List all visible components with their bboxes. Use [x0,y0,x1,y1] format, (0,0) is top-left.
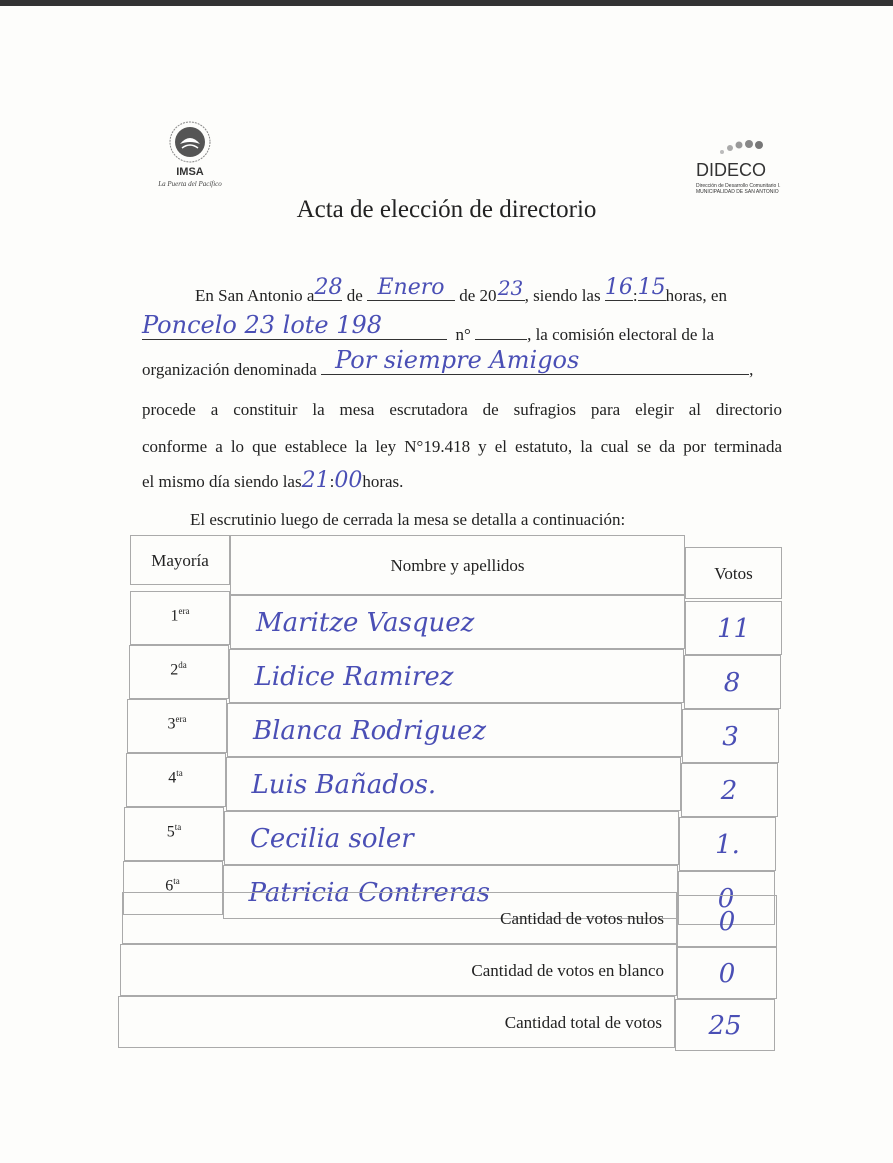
rank-cell [130,591,230,645]
rank-suffix: ta [176,768,183,778]
document-title: Acta de elección de directorio [296,196,597,223]
text-segment: horas. [362,472,404,491]
results-table [120,535,785,1050]
intro-line-1 [195,275,782,306]
blank-votes-label: Cantidad de votos en blanco [120,944,677,996]
header-name: Nombre y apellidos [230,535,685,595]
candidate-votes: 8 [684,655,781,709]
intro-line-5: conforme a lo que establece la ley N°19.418 y el estatuto, la cual se da por terminada [142,437,782,456]
scan-border [0,0,893,6]
rank-suffix: era [175,714,187,724]
text-segment: de [346,286,363,305]
candidate-votes: 3 [682,709,779,763]
rank-suffix: era [178,606,190,616]
imsa-logo [140,120,240,195]
rank-suffix: da [178,660,187,670]
text-segment: el mismo día siendo las [142,472,302,491]
candidate-votes: 1. [679,817,776,871]
total-votes-label: Cantidad total de votos [118,996,675,1048]
candidate-name: Cecilia soler [224,811,679,865]
text-segment: : [329,472,335,491]
rank-number: 2 [170,661,179,679]
day-field [314,275,343,301]
place-field [142,311,447,340]
rank-number: 1 [170,607,179,625]
end-minute-value: 00 [334,468,363,493]
imsa-emblem-icon [168,120,212,164]
minute-field [637,275,666,301]
number-field [475,321,527,340]
text-segment: n° [455,325,471,344]
total-votes-value: 25 [675,999,775,1051]
minute-value: 15 [637,275,666,300]
intro-line-2 [142,311,782,345]
rank-number: 3 [167,715,176,733]
dideco-logo-text: DIDECO [696,160,767,180]
dideco-dots-icon [718,138,768,156]
text-segment: : [632,286,638,305]
candidate-name: Patricia Contreras [223,865,678,919]
end-hour-value: 21 [301,468,330,493]
text-segment: horas, en [665,286,727,305]
text-segment: , [749,360,754,379]
org-field [321,346,749,375]
header-rank: Mayoría [130,535,230,585]
rank-suffix: ta [174,822,182,832]
candidate-votes: 2 [681,763,778,817]
month-field [367,275,455,301]
day-value: 28 [314,275,343,300]
rank-number: 4 [168,769,177,787]
org-value: Por siempre Amigos [335,346,580,374]
rank-number: 6 [165,877,174,895]
intro-line-7: El escrutinio luego de cerrada la mesa se detalla a continuación: [190,510,626,529]
blank-votes-value: 0 [677,947,777,999]
candidate-votes: 0 [678,871,775,925]
intro-line-4: procede a constituir la mesa escrutadora de sufragios para elegir al directorio [142,400,782,419]
null-votes-label: Cantidad de votos nulos [122,892,677,944]
candidate-votes: 11 [685,601,782,655]
rank-suffix: ta [173,876,180,886]
header-votes: Votos [685,547,782,599]
null-votes-value: 0 [677,895,777,947]
dideco-subtitle: Dirección de Desarrollo Comunitario I. MUNICIPALIDAD DE SAN ANTONIO [696,183,781,195]
intro-line-3 [142,346,782,380]
rank-cell [129,645,229,699]
rank-number: 5 [166,823,175,841]
rank-cell [126,753,226,807]
hour-value: 16 [604,275,633,300]
text-segment: , siendo las [524,286,601,305]
hour-field [604,275,633,301]
candidate-name: Blanca Rodriguez [227,703,682,757]
imsa-logo-text: IMSA [176,166,204,178]
year-value: 23 [497,276,524,300]
candidate-name: Luis Bañados. [226,757,681,811]
dideco-logo [696,138,786,198]
text-segment: de 20 [459,286,497,305]
intro-line-6 [142,468,782,493]
rank-cell [127,699,227,753]
text-segment: , la comisión electoral de la [527,325,714,344]
year-field [497,276,525,301]
rank-cell [124,807,224,861]
imsa-tagline: La Puerta del Pacífico [158,180,222,188]
text-segment: organización denominada [142,360,317,379]
month-value: Enero [377,275,445,300]
text-segment: En San Antonio a [195,286,315,305]
place-value: Poncelo 23 lote 198 [142,311,383,339]
candidate-name: Maritze Vasquez [230,595,685,649]
candidate-name: Lidice Ramirez [229,649,684,703]
